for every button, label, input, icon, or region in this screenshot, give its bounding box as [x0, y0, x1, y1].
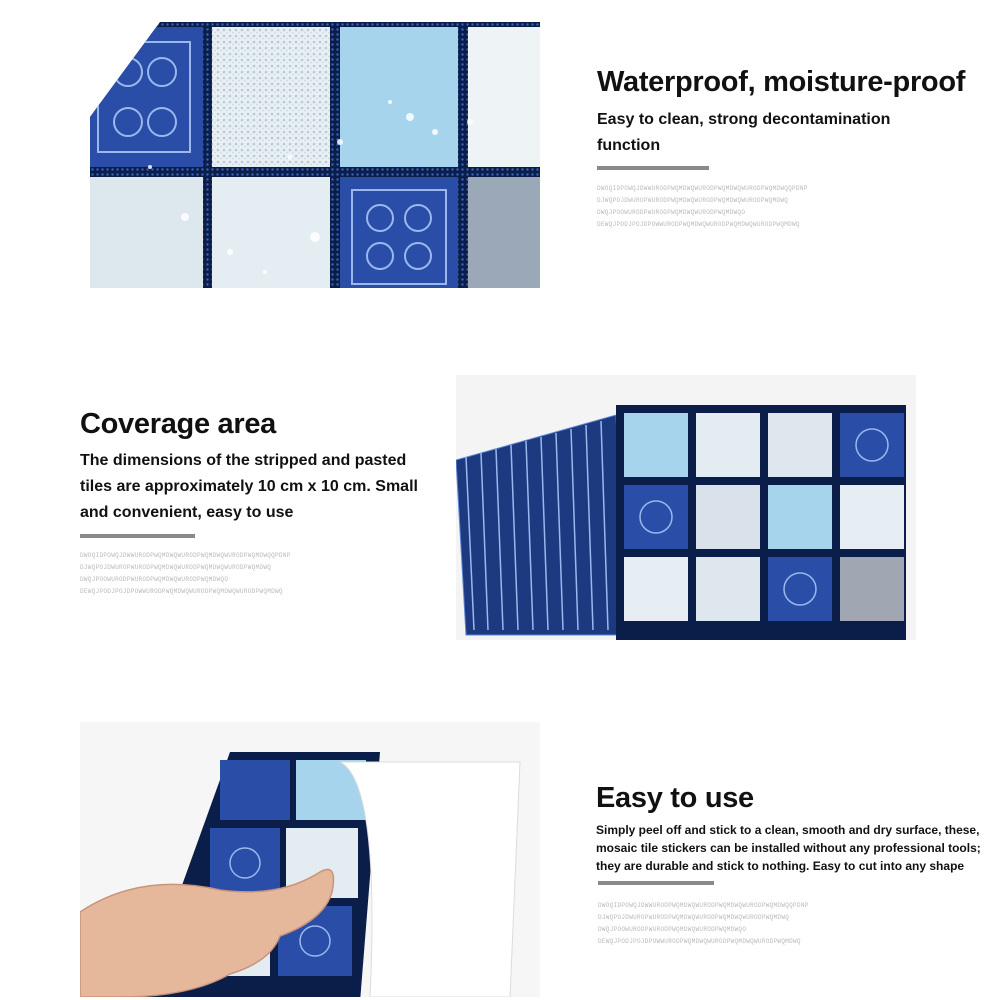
product-image-waterproof-tiles	[90, 22, 540, 288]
section-description: The dimensions of the stripped and pasted tiles are approximately 10 cm x 10 cm. Small and convenient, easy to use	[80, 452, 418, 521]
divider-rule	[597, 166, 709, 170]
placeholder-filler-text: DWOQIDPOWQJDWWURODPWQMDWQWURODPWQMDWQWURODPWQMDWQQPDNP DJWQPOJDWUROPWURODPWQMDWQWURODPWQMDWQWURODPWQMDWQ DWQJPOOWURODPWURODPWQMDWQWURODPWQMDWQO DEWQJPODJPOJDPOWWURODPWQMDWQWURODPWQMDWQWURODPWQMDWQ	[80, 552, 291, 595]
section-title: Easy to use	[596, 782, 754, 814]
divider-rule	[80, 534, 195, 538]
section-easy-to-use	[0, 660, 1000, 1000]
section-title: Coverage area	[80, 408, 276, 440]
section-description: Simply peel off and stick to a clean, smooth and dry surface, these, mosaic tile stickers can be installed without any professional tools; they are durable and stick to nothing. Easy to cut into any shape	[596, 823, 981, 873]
section-description: Easy to clean, strong decontamination function	[597, 111, 891, 154]
placeholder-filler-text: DWOQIDPOWQJDWWURODPWQMDWQWURODPWQMDWQWURODPWQMDWQQPDNP DJWQPOJDWUROPWURODPWQMDWQWURODPWQMDWQWURODPWQMDWQ DWQJPOOWURODPWURODPWQMDWQWURODPWQMDWQO DEWQJPODJPOJDPOWWURODPWQMDWQWURODPWQMDWQWURODPWQMDWQ	[597, 185, 808, 228]
placeholder-filler-text: DWOQIDPOWQJDWWURODPWQMDWQWURODPWQMDWQWURODPWQMDWQQPDNP DJWQPOJDWUROPWURODPWQMDWQWURODPWQMDWQWURODPWQMDWQ DWQJPOOWURODPWURODPWQMDWQWURODPWQMDWQO DEWQJPODJPOJDPOWWURODPWQMDWQWURODPWQMDWQWURODPWQMDWQ	[598, 902, 809, 945]
section-waterproof	[0, 0, 1000, 320]
section-title: Waterproof, moisture-proof	[597, 66, 966, 98]
product-image-peeling-tile	[80, 722, 540, 997]
divider-rule	[598, 881, 714, 885]
section-coverage	[0, 320, 1000, 660]
product-image-stacked-tiles	[456, 375, 916, 640]
